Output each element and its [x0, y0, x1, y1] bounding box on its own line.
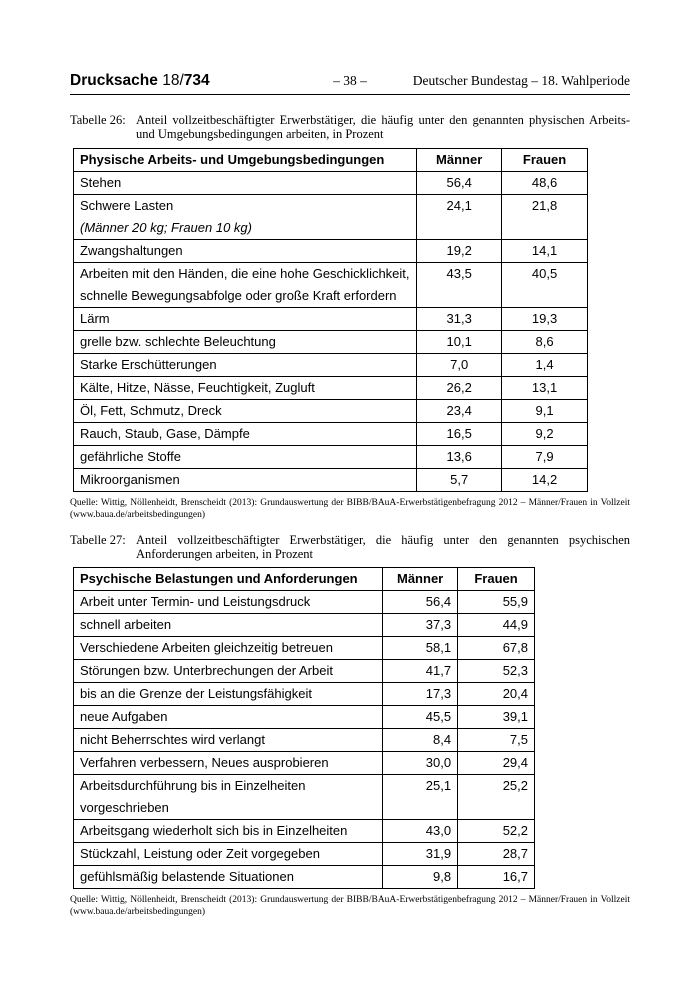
row-label — [74, 172, 417, 195]
men-value: 24,1 — [417, 195, 502, 240]
row-label-text: Arbeitsdurchführung bis in Einzelheiten — [80, 778, 306, 793]
row-label — [74, 820, 383, 843]
women-value: 48,6 — [502, 172, 588, 195]
row-label — [74, 308, 417, 331]
row-label — [74, 446, 417, 469]
table-27 — [73, 567, 535, 889]
row-label — [74, 614, 383, 637]
table-row — [74, 729, 535, 752]
women-value: 1,4 — [502, 354, 588, 377]
women-value: 13,1 — [502, 377, 588, 400]
row-label-text: bis an die Grenze der Leistungsfähigkeit — [80, 686, 312, 701]
men-value: 19,2 — [417, 240, 502, 263]
women-value: 19,3 — [502, 308, 588, 331]
row-label — [74, 354, 417, 377]
table-27-label: Tabelle 27: — [70, 533, 126, 547]
row-label — [74, 706, 383, 729]
row-label — [74, 843, 383, 866]
table-row — [74, 775, 535, 820]
men-value: 45,5 — [383, 706, 458, 729]
men-value: 7,0 — [417, 354, 502, 377]
women-value: 16,7 — [458, 866, 535, 889]
women-value: 7,9 — [502, 446, 588, 469]
page-header — [70, 70, 630, 95]
row-label — [74, 729, 383, 752]
row-label-text: Verschiedene Arbeiten gleichzeitig betreuen — [80, 640, 333, 655]
table-header-row — [74, 149, 588, 172]
row-label-text: Kälte, Hitze, Nässe, Feuchtigkeit, Zugluft — [80, 380, 315, 395]
women-value: 14,2 — [502, 469, 588, 492]
row-label — [74, 469, 417, 492]
row-label — [74, 240, 417, 263]
table-row — [74, 377, 588, 400]
men-value: 17,3 — [383, 683, 458, 706]
women-value: 52,2 — [458, 820, 535, 843]
women-value: 67,8 — [458, 637, 535, 660]
men-value: 30,0 — [383, 752, 458, 775]
men-value: 9,8 — [383, 866, 458, 889]
men-value: 56,4 — [383, 591, 458, 614]
men-value: 13,6 — [417, 446, 502, 469]
women-value: 25,2 — [458, 775, 535, 820]
women-value: 55,9 — [458, 591, 535, 614]
men-value: 58,1 — [383, 637, 458, 660]
row-label — [74, 263, 417, 308]
men-value: 23,4 — [417, 400, 502, 423]
men-value: 26,2 — [417, 377, 502, 400]
row-label-text: Arbeitsgang wiederholt sich bis in Einzelheiten — [80, 823, 348, 838]
table-row — [74, 591, 535, 614]
row-label — [74, 423, 417, 446]
column-header: Physische Arbeits- und Umgebungsbedingungen — [74, 149, 417, 172]
table-27-caption — [70, 533, 630, 561]
table-row — [74, 308, 588, 331]
table-row — [74, 706, 535, 729]
row-label — [74, 866, 383, 889]
table-row — [74, 752, 535, 775]
row-label-text: Störungen bzw. Unterbrechungen der Arbeit — [80, 663, 333, 678]
row-label — [74, 331, 417, 354]
men-value: 16,5 — [417, 423, 502, 446]
row-label-text: schnell arbeiten — [80, 617, 172, 632]
page-number: – 38 – — [333, 73, 367, 88]
table-row — [74, 820, 535, 843]
table-26 — [73, 148, 588, 492]
publisher: Deutscher Bundestag – 18. Wahlperiode — [412, 73, 630, 88]
table-row — [74, 637, 535, 660]
table-row — [74, 843, 535, 866]
table-27-caption-text: Anteil vollzeitbeschäftigter Erwerbstätiger, die häufig unter den genannten psychischen Anforderungen arbeiten, in Prozent — [136, 533, 630, 561]
row-label-text: gefährliche Stoffe — [80, 449, 181, 464]
table-row — [74, 423, 588, 446]
men-value: 56,4 — [417, 172, 502, 195]
column-header: Frauen — [502, 149, 588, 172]
row-label — [74, 752, 383, 775]
men-value: 5,7 — [417, 469, 502, 492]
table-26-label: Tabelle 26: — [70, 113, 126, 127]
women-value: 39,1 — [458, 706, 535, 729]
table-row — [74, 660, 535, 683]
table-row — [74, 172, 588, 195]
men-value: 31,3 — [417, 308, 502, 331]
women-value: 44,9 — [458, 614, 535, 637]
women-value: 52,3 — [458, 660, 535, 683]
row-label-text: Schwere Lasten — [80, 198, 174, 213]
women-value: 7,5 — [458, 729, 535, 752]
table-row — [74, 331, 588, 354]
row-label-text: Rauch, Staub, Gase, Dämpfe — [80, 426, 250, 441]
table-row — [74, 469, 588, 492]
row-label — [74, 637, 383, 660]
row-label-text: Stückzahl, Leistung oder Zeit vorgegeben — [80, 846, 320, 861]
row-label-text: Lärm — [80, 311, 110, 326]
men-value: 43,5 — [417, 263, 502, 308]
row-label — [74, 683, 383, 706]
table-header-row — [74, 568, 535, 591]
women-value: 29,4 — [458, 752, 535, 775]
women-value: 28,7 — [458, 843, 535, 866]
row-label — [74, 591, 383, 614]
men-value: 37,3 — [383, 614, 458, 637]
document-number: Drucksache 18/734 — [70, 72, 210, 89]
column-header: Frauen — [458, 568, 535, 591]
women-value: 9,1 — [502, 400, 588, 423]
row-label — [74, 195, 417, 240]
row-label-text: grelle bzw. schlechte Beleuchtung — [80, 334, 276, 349]
men-value: 8,4 — [383, 729, 458, 752]
women-value: 8,6 — [502, 331, 588, 354]
row-label-text: Öl, Fett, Schmutz, Dreck — [80, 403, 222, 418]
men-value: 41,7 — [383, 660, 458, 683]
column-header: Psychische Belastungen und Anforderungen — [74, 568, 383, 591]
row-label-text: Arbeiten mit den Händen, die eine hohe Geschicklichkeit, — [80, 266, 410, 281]
table-row — [74, 866, 535, 889]
table-row — [74, 240, 588, 263]
women-value: 40,5 — [502, 263, 588, 308]
row-label-text: gefühlsmäßig belastende Situationen — [80, 869, 294, 884]
row-label-text: neue Aufgaben — [80, 709, 168, 724]
row-label — [74, 660, 383, 683]
row-label-text: Verfahren verbessern, Neues ausprobieren — [80, 755, 329, 770]
table-row — [74, 446, 588, 469]
row-label — [74, 377, 417, 400]
row-label-continuation: vorgeschrieben — [80, 800, 169, 815]
table-27-source: Quelle: Wittig, Nöllenheidt, Brenscheidt (2013): Grundauswertung der BIBB/BAuA-Erwerbstätigenbefragung 2012 – Männer/Frauen in Vollzeit (www.baua.de/arbeitsbedingungen) — [70, 895, 630, 917]
row-label-text: nicht Beherrschtes wird verlangt — [80, 732, 265, 747]
column-header: Männer — [417, 149, 502, 172]
table-row — [74, 354, 588, 377]
row-label-continuation: (Männer 20 kg; Frauen 10 kg) — [80, 220, 252, 235]
table-row — [74, 683, 535, 706]
table-26-caption — [70, 113, 630, 141]
table-row — [74, 263, 588, 308]
row-label-text: Zwangshaltungen — [80, 243, 183, 258]
row-label-text: Mikroorganismen — [80, 472, 180, 487]
men-value: 43,0 — [383, 820, 458, 843]
women-value: 21,8 — [502, 195, 588, 240]
row-label — [74, 400, 417, 423]
table-row — [74, 400, 588, 423]
row-label-text: Arbeit unter Termin- und Leistungsdruck — [80, 594, 311, 609]
women-value: 20,4 — [458, 683, 535, 706]
table-26-source: Quelle: Wittig, Nöllenheidt, Brenscheidt (2013): Grundauswertung der BIBB/BAuA-Erwerbstätigenbefragung 2012 – Männer/Frauen in Vollzeit (www.baua.de/arbeitsbedingungen) — [70, 498, 630, 520]
table-26-caption-text: Anteil vollzeitbeschäftigter Erwerbstätiger, die häufig unter den genannten physischen Arbeits- und Umgebungsbedingungen arbeiten, in Prozent — [136, 113, 630, 141]
men-value: 25,1 — [383, 775, 458, 820]
row-label-text: Starke Erschütterungen — [80, 357, 217, 372]
men-value: 10,1 — [417, 331, 502, 354]
table-row — [74, 614, 535, 637]
row-label-text: Stehen — [80, 175, 122, 190]
table-row — [74, 195, 588, 240]
women-value: 9,2 — [502, 423, 588, 446]
column-header: Männer — [383, 568, 458, 591]
row-label — [74, 775, 383, 820]
men-value: 31,9 — [383, 843, 458, 866]
row-label-continuation: schnelle Bewegungsabfolge oder große Kraft erfordern — [80, 288, 397, 303]
women-value: 14,1 — [502, 240, 588, 263]
